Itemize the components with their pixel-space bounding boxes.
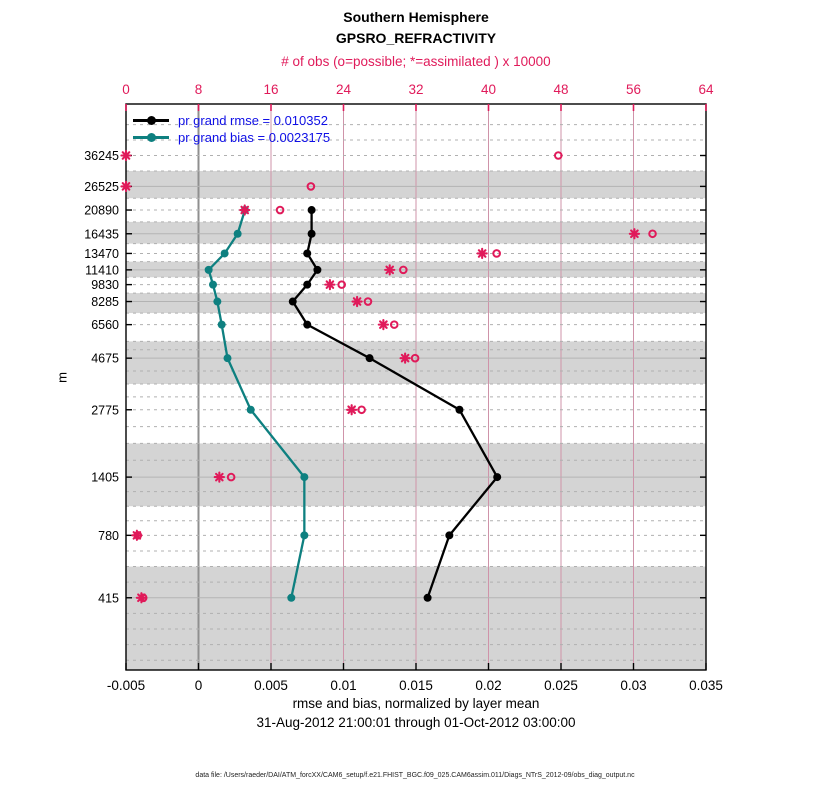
obs-marker-row xyxy=(325,280,345,289)
y-tick-label: 2775 xyxy=(91,403,119,418)
series-point xyxy=(224,354,232,362)
bottom-tick-label: 0.005 xyxy=(254,678,288,693)
y-tick-label: 16435 xyxy=(84,227,119,242)
top-tick-labels xyxy=(122,82,714,97)
series-point xyxy=(308,230,316,238)
series-point xyxy=(445,531,453,539)
y-tick-label: 26525 xyxy=(84,179,119,194)
possible-circle-marker xyxy=(338,281,345,288)
top-tick-label: 56 xyxy=(625,82,642,97)
legend-rmse-label: pr grand rmse = 0.010352 xyxy=(178,113,328,128)
legend-row-bias xyxy=(133,129,330,146)
y-tick-label: 13470 xyxy=(84,246,119,261)
top-tick-label: 0 xyxy=(122,82,130,97)
series-point xyxy=(493,473,501,481)
possible-circle-marker xyxy=(493,250,500,257)
bottom-tick-label: -0.005 xyxy=(106,678,146,693)
legend-row-rmse xyxy=(133,112,330,129)
legend-bias-line-sample xyxy=(133,133,169,142)
y-tick-label: 8285 xyxy=(91,295,119,310)
series-point xyxy=(308,206,316,214)
y-tick-label: 36245 xyxy=(84,149,119,164)
series-point xyxy=(300,531,308,539)
x-axis-label: rmse and bias, normalized by layer mean xyxy=(292,696,540,711)
series-point xyxy=(303,249,311,257)
top-tick-label: 32 xyxy=(408,82,424,97)
bottom-tick-label: 0.035 xyxy=(689,678,723,693)
series-point xyxy=(213,298,221,306)
series-point xyxy=(424,594,432,602)
y-tick-label: 4675 xyxy=(91,351,119,366)
series-point xyxy=(313,266,321,274)
y-axis-label: m xyxy=(54,372,70,383)
top-tick-label: 24 xyxy=(335,82,352,97)
obs-marker-row xyxy=(137,593,147,602)
obs-marker-row xyxy=(121,151,561,160)
possible-circle-marker xyxy=(555,152,562,159)
top-tick-label: 16 xyxy=(263,82,279,97)
bottom-tick-label: 0.03 xyxy=(620,678,647,693)
series-point xyxy=(289,298,297,306)
y-tick-label: 9830 xyxy=(91,278,119,293)
legend-rmse-line-sample xyxy=(133,116,169,125)
top-tick-label: 40 xyxy=(480,82,497,97)
bottom-tick-label: 0.025 xyxy=(544,678,578,693)
bottom-tick-labels xyxy=(107,678,723,693)
series-point xyxy=(221,249,229,257)
y-tick-label: 1405 xyxy=(91,470,119,485)
series-point xyxy=(205,266,213,274)
obs-marker-row xyxy=(347,405,365,414)
series-point xyxy=(366,354,374,362)
y-tick-label: 6560 xyxy=(91,318,119,333)
bottom-tick-label: 0.01 xyxy=(330,678,357,693)
y-tick-label: 11410 xyxy=(85,263,119,278)
legend-bias-label: pr grand bias = 0.0023175 xyxy=(178,130,331,145)
bottom-tick-label: 0.02 xyxy=(475,678,502,693)
possible-circle-marker xyxy=(358,406,365,413)
y-tick-label: 20890 xyxy=(84,203,119,218)
series-point xyxy=(218,321,226,329)
series-point xyxy=(456,406,464,414)
series-point xyxy=(303,321,311,329)
chart-title: Southern Hemisphere xyxy=(343,9,489,25)
y-tick-label: 780 xyxy=(98,528,119,543)
series-point xyxy=(300,473,308,481)
legend xyxy=(133,112,330,146)
series-point xyxy=(303,281,311,289)
data-file-path: data file: /Users/raeder/DAI/ATM_forcXX/CAM6_setup/f.e21.FHIST_BGC.f09_025.CAM6assim.011/Diags_NTrS_2012-09/obs_diag_output.nc xyxy=(195,772,635,779)
bottom-tick-label: 0 xyxy=(194,678,203,693)
chart-subtitle: GPSRO_REFRACTIVITY xyxy=(335,30,497,46)
y-tick-label: 415 xyxy=(98,591,119,606)
top-tick-label: 8 xyxy=(194,82,203,97)
obs-marker-row xyxy=(132,531,141,540)
date-range-label: 31-Aug-2012 21:00:01 through 01-Oct-2012 03:00:00 xyxy=(256,715,576,730)
top-tick-label: 48 xyxy=(553,82,569,97)
y-tick-labels xyxy=(84,149,119,605)
top-tick-label: 64 xyxy=(698,82,714,97)
obs-axis-label: # of obs (o=possible; *=assimilated ) x 10000 xyxy=(281,54,551,69)
series-point xyxy=(247,406,255,414)
series-point xyxy=(234,230,242,238)
series-point xyxy=(287,594,295,602)
series-point xyxy=(209,281,217,289)
bottom-tick-label: 0.015 xyxy=(399,678,433,693)
